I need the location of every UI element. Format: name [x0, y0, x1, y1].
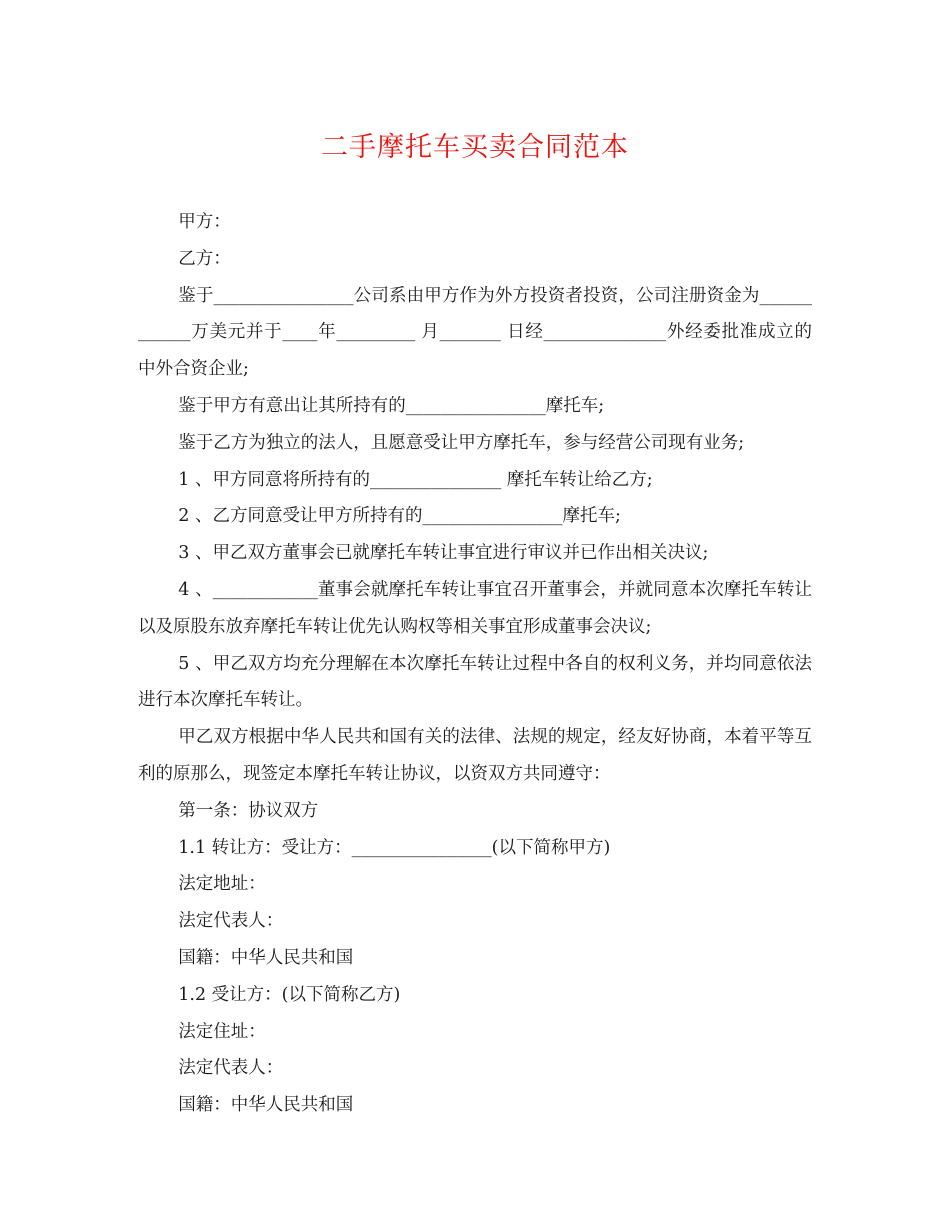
article-1-heading: 第一条：协议双方 — [178, 800, 319, 821]
document-title: 二手摩托车买卖合同范本 — [321, 132, 629, 163]
party-b-line: 乙方： — [178, 248, 231, 269]
clause-2: 2 、乙方同意受让甲方所持有的________________摩托车; — [178, 506, 621, 527]
party-b-representative: 法定代表人： — [178, 1058, 284, 1079]
section-1-2: 1.2 受让方：(以下简称乙方) — [178, 984, 401, 1005]
section-1-1: 1.1 转让方：受让方：________________(以下简称甲方) — [178, 837, 611, 858]
clause-3: 3 、甲乙双方董事会已就摩托车转让事宜进行审议并已作出相关决议; — [178, 543, 709, 564]
recital-buyer: 鉴于乙方为独立的法人，且愿意受让甲方摩托车，参与经营公司现有业务; — [178, 432, 745, 453]
clause-1: 1 、甲方同意将所持有的_______________ 摩托车转让给乙方; — [178, 469, 653, 490]
party-a-nationality: 国籍：中华人民共和国 — [178, 947, 354, 968]
recital-company: 鉴于________________公司系由甲方作为外方投资者投资，公司注册资金为____________万美元并于____年_________ 月_______ 日经______________外经委批准成立的中外合资企业; — [138, 285, 812, 380]
clause-5: 5 、甲乙双方均充分理解在本次摩托车转让过程中各自的权利义务，并均同意依法进行本次摩托车转让。 — [138, 653, 812, 711]
party-a-representative: 法定代表人： — [178, 911, 284, 932]
party-a-address: 法定地址： — [178, 874, 266, 895]
party-b-nationality: 国籍：中华人民共和国 — [178, 1095, 354, 1116]
party-b-address: 法定住址： — [178, 1021, 266, 1042]
party-a-line: 甲方： — [178, 212, 231, 232]
clause-4: 4 、____________董事会就摩托车转让事宜召开董事会，并就同意本次摩托车转让以及原股东放弃摩托车转让优先认购权等相关事宜形成董事会决议; — [138, 579, 812, 637]
recital-sell-intent: 鉴于甲方有意出让其所持有的________________摩托车; — [178, 395, 605, 416]
agreement-preamble: 甲乙双方根据中华人民共和国有关的法律、法规的规定，经友好协商，本着平等互利的原那么，现签定本摩托车转让协议，以资双方共同遵守： — [138, 727, 812, 784]
document-body — [138, 204, 812, 1124]
